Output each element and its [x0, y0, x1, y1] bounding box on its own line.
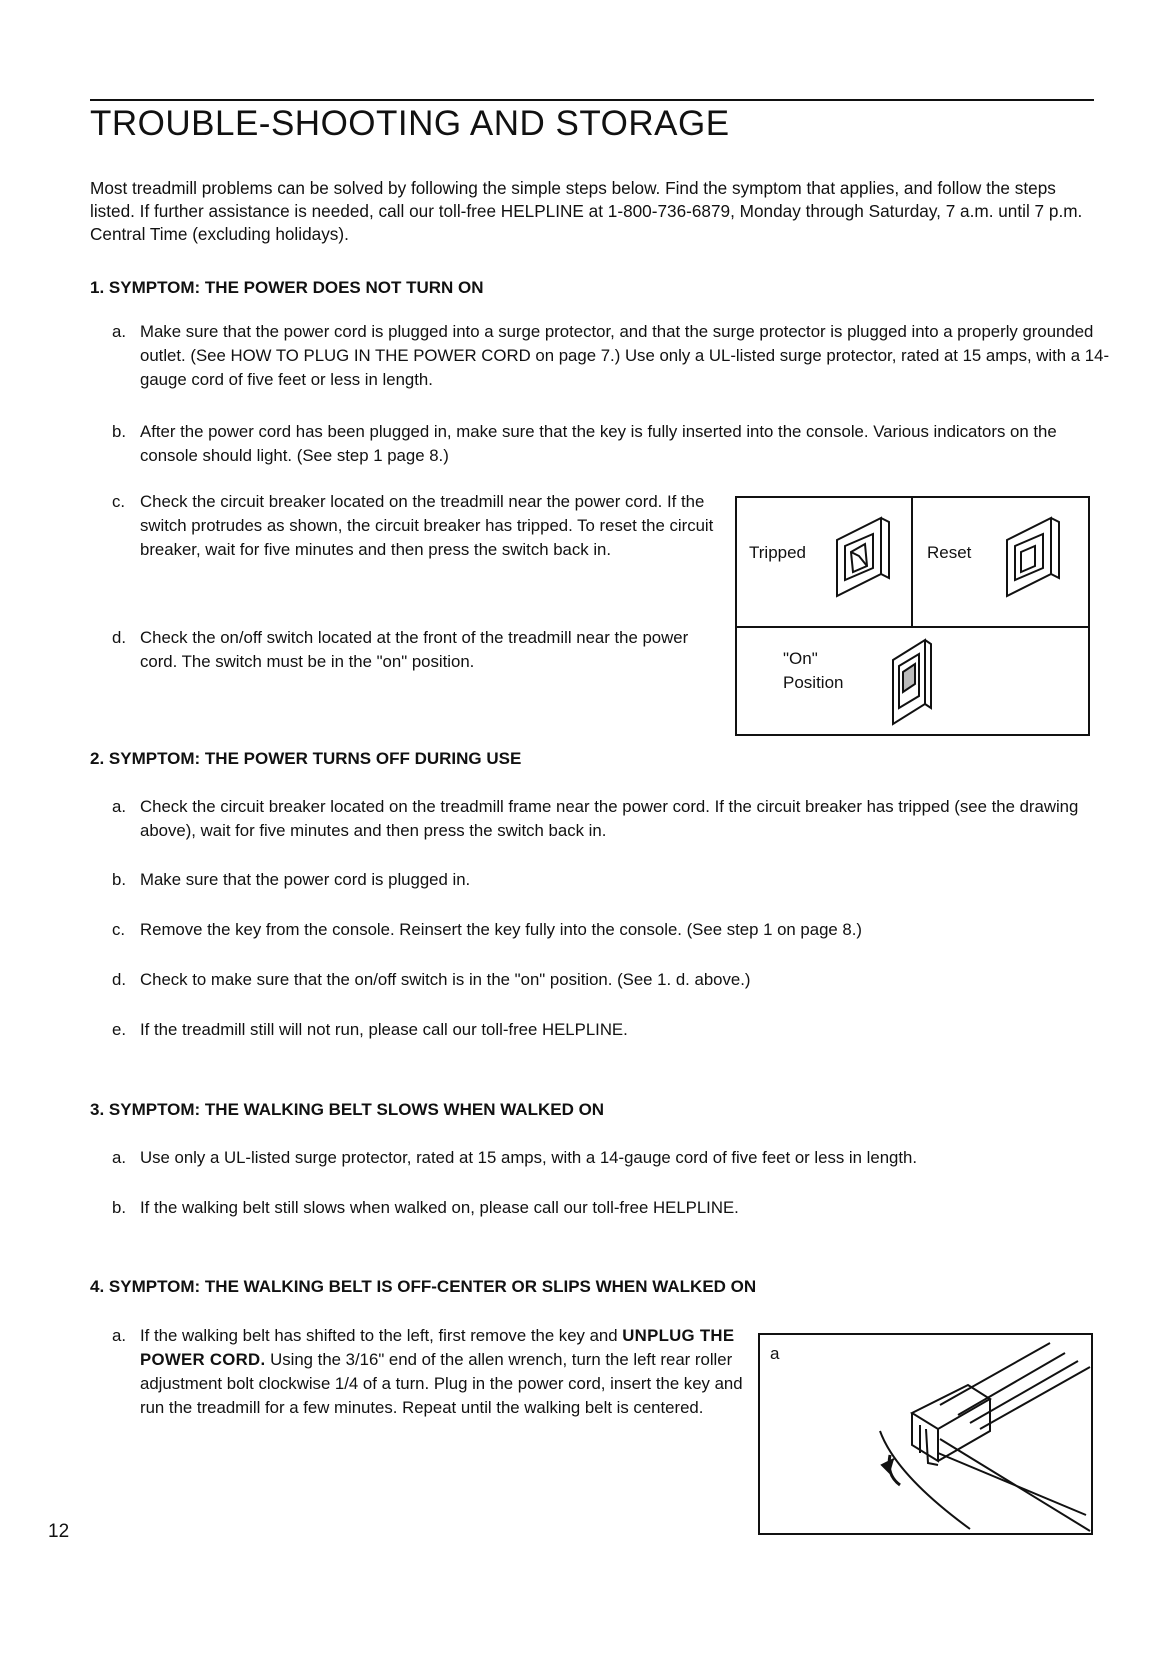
item-label: d. [112, 628, 126, 647]
section-1-item-b [112, 420, 1110, 468]
item-text: Check the circuit breaker located on the treadmill near the power cord. If the switch protrudes as shown, the circuit breaker has tripped. To reset the circuit breaker, wait for five minutes and then press the switch back in. [140, 492, 714, 559]
section-2-item-a [112, 795, 1110, 843]
item-label: e. [112, 1020, 126, 1039]
intro-paragraph: Most treadmill problems can be solved by following the simple steps below. Find the symptom that applies, and follow the steps listed. If further assistance is needed, call our toll-free HELPLINE at 1-800-736-6879, Monday through Saturday, 7 a.m. until 7 p.m. Central Time (excluding holidays). [90, 178, 1083, 244]
on-label: "On" [783, 649, 818, 668]
item-text: Make sure that the power cord is plugged in. [140, 870, 471, 889]
item-text-before: If the walking belt has shifted to the left, first remove the key and [140, 1326, 623, 1345]
item-label: a. [112, 797, 126, 816]
item-label: c. [112, 492, 126, 511]
item-label: a. [112, 322, 126, 341]
section-2-heading: 2. SYMPTOM: THE POWER TURNS OFF DURING USE [90, 749, 522, 768]
tripped-breaker-icon [829, 510, 901, 606]
section-3-heading: 3. SYMPTOM: THE WALKING BELT SLOWS WHEN WALKED ON [90, 1100, 605, 1119]
section-2-item-e [112, 1018, 1110, 1042]
tripped-label: Tripped [749, 543, 807, 562]
reset-label: Reset [927, 543, 972, 562]
section-1-heading: 1. SYMPTOM: THE POWER DOES NOT TURN ON [90, 278, 484, 297]
on-off-switch-icon [889, 634, 937, 730]
section-3-item-b [112, 1196, 1110, 1220]
section-1-item-a [112, 320, 1110, 392]
item-text: Remove the key from the console. Reinsert the key fully into the console. (See step 1 on page 8.) [140, 920, 862, 939]
position-label: Position [783, 673, 844, 692]
item-text: Check the circuit breaker located on the treadmill frame near the power cord. If the circuit breaker has tripped (see the drawing above), wait for five minutes and then press the switch back in. [140, 797, 1079, 840]
belt-adjustment-figure [758, 1333, 1093, 1535]
section-4-heading: 4. SYMPTOM: THE WALKING BELT IS OFF-CENTER OR SLIPS WHEN WALKED ON [90, 1277, 757, 1296]
reset-breaker-icon [999, 510, 1071, 606]
circuit-breaker-figure [735, 496, 1090, 736]
item-label: a. [112, 1326, 126, 1345]
item-label: d. [112, 970, 126, 989]
section-2-item-c [112, 918, 1110, 942]
item-text: Check to make sure that the on/off switch is in the "on" position. (See 1. d. above.) [140, 970, 751, 989]
section-4-item-a [112, 1324, 745, 1420]
item-text: If the walking belt still slows when walked on, please call our toll-free HELPLINE. [140, 1198, 739, 1217]
figure-label-a: a [770, 1344, 780, 1363]
item-text: Make sure that the power cord is plugged into a surge protector, and that the surge protector is plugged into a properly grounded outlet. (See HOW TO PLUG IN THE POWER CORD on page 7.) Use only a UL-listed surge protector, rated at 15 amps, with a 14-gauge cord of five feet or less in length. [140, 322, 1110, 389]
item-label: b. [112, 870, 126, 889]
figure-divider [911, 498, 913, 628]
item-text: If the treadmill still will not run, please call our toll-free HELPLINE. [140, 1020, 628, 1039]
figure-divider [737, 626, 1088, 628]
section-3-item-a [112, 1146, 1110, 1170]
section-2-item-b [112, 868, 1110, 892]
item-label: a. [112, 1148, 126, 1167]
section-1-item-d [112, 626, 730, 674]
item-text: Use only a UL-listed surge protector, rated at 15 amps, with a 14-gauge cord of five feet or less in length. [140, 1148, 918, 1167]
item-label: c. [112, 920, 126, 939]
item-label: b. [112, 422, 126, 441]
item-label: b. [112, 1198, 126, 1217]
item-text-after: Using the 3/16" end of the allen wrench, turn the left rear roller adjustment bolt clockwise 1/4 of a turn. Plug in the power cord, insert the key and run the treadmill for a few minutes. Repeat until the walking belt is centered. [140, 1350, 743, 1417]
unplug-emphasis: UNPLUG THE POWER CORD. [140, 1326, 735, 1369]
item-text: After the power cord has been plugged in, make sure that the key is fully inserted into the console. Various indicators on the console should light. (See step 1 page 8.) [140, 422, 1057, 465]
section-1-item-c [112, 490, 730, 562]
title-rule [90, 99, 1094, 101]
page-title: TROUBLE-SHOOTING AND STORAGE [90, 104, 730, 143]
section-2-item-d [112, 968, 1110, 992]
page-number: 12 [48, 1521, 70, 1542]
item-text: Check the on/off switch located at the front of the treadmill near the power cord. The switch must be in the "on" position. [140, 628, 689, 671]
treadmill-rear-roller-illustration [820, 1335, 1092, 1533]
